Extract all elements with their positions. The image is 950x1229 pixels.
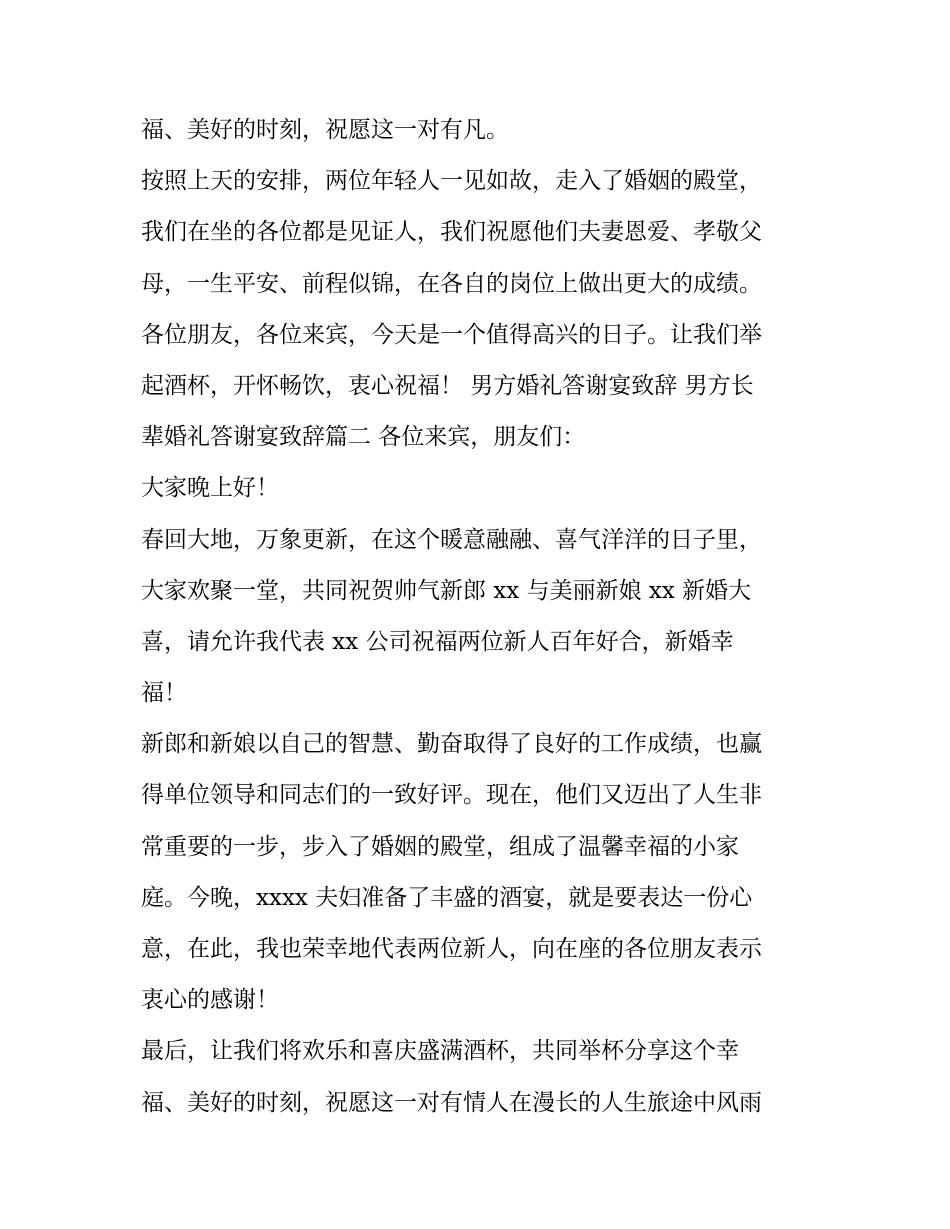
text-line: 意，在此，我也荣幸地代表两位新人，向在座的各位朋友表示 [141, 936, 762, 962]
text-line: 春回大地，万象更新，在这个暖意融融、喜气洋洋的日子里， [141, 526, 762, 553]
document-body-text [141, 105, 821, 1129]
text-line: 衷心的感谢！ [141, 987, 279, 1014]
text-line: 常重要的一步，步入了婚姻的殿堂，组成了温馨幸福的小家 [141, 833, 739, 860]
text-line: 新郎和新娘以自己的智慧、勤奋取得了良好的工作成绩，也赢 [141, 731, 762, 758]
text-line: 得单位领导和同志们的一致好评。现在，他们又迈出了人生非 [141, 782, 762, 809]
text-line: 起酒杯，开怀畅饮，衷心祝福！ 男方婚礼答谢宴致辞 男方长 [141, 372, 754, 399]
text-line: 福！ [141, 680, 187, 707]
text-line: 按照上天的安排，两位年轻人一见如故，走入了婚姻的殿堂， [141, 168, 762, 195]
text-line: 各位朋友，各位来宾，今天是一个值得高兴的日子。让我们举 [141, 321, 762, 348]
text-line: 喜，请允许我代表 xx 公司祝福两位新人百年好合，新婚幸 [141, 628, 734, 655]
text-line: 大家欢聚一堂，共同祝贺帅气新郎 xx 与美丽新娘 xx 新婚大 [141, 577, 752, 604]
text-line: 福、美好的时刻，祝愿这一对有情人在漫长的人生旅途中风雨 [141, 1089, 762, 1116]
text-line: 最后，让我们将欢乐和喜庆盛满酒杯，共同举杯分享这个幸 [141, 1038, 739, 1065]
text-line: 母，一生平安、前程似锦，在各自的岗位上做出更大的成绩。 [141, 270, 762, 297]
text-line: 我们在坐的各位都是见证人，我们祝愿他们夫妻恩爱、孝敬父 [141, 219, 762, 246]
text-line: 辈婚礼答谢宴致辞篇二 各位来宾，朋友们： [141, 424, 586, 451]
text-line: 大家晚上好！ [141, 475, 279, 502]
text-line: 福、美好的时刻，祝愿这一对有凡。 [141, 117, 509, 143]
text-line: 庭。今晚，xxxx 夫妇准备了丰盛的酒宴，就是要表达一份心 [141, 884, 753, 911]
